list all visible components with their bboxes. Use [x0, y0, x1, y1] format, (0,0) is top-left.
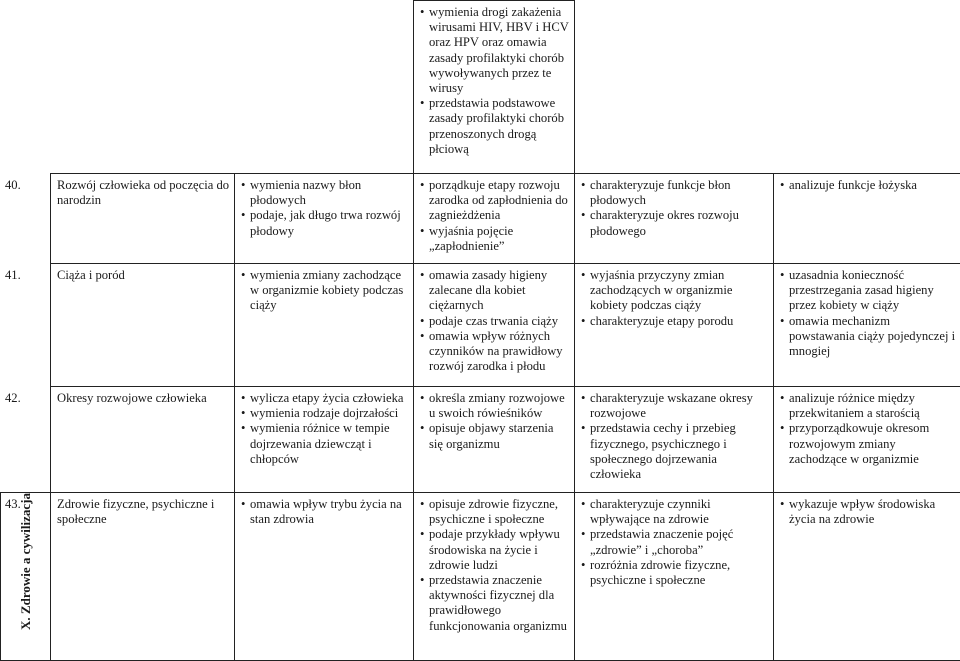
- requirement-item: • podaje przykłady wpływu środowiska na życie i zdrowie ludzi: [420, 527, 570, 573]
- requirement-list: [420, 391, 570, 452]
- requirement-cell: [235, 387, 414, 493]
- requirement-cell: [774, 387, 960, 493]
- requirement-item: • charakteryzuje funkcje błon płodowych: [581, 178, 769, 208]
- requirement-cell: [774, 493, 960, 661]
- requirement-item: • uzasadnia konieczność przestrzegania zasad higieny przez kobiety w ciąży: [780, 268, 956, 314]
- requirement-item: • charakteryzuje etapy porodu: [581, 314, 769, 329]
- requirement-item: • wyjaśnia przyczyny zmian zachodzących w organizmie kobiety podczas ciąży: [581, 268, 769, 314]
- lesson-number: 43.: [5, 497, 21, 511]
- requirement-item: • omawia wpływ różnych czynników na prawidłowy rozwój zarodka i płodu: [420, 329, 570, 375]
- topic-cell: [5, 174, 235, 264]
- requirement-item: • charakteryzuje czynniki wpływające na zdrowie: [581, 497, 769, 527]
- requirement-cell: [575, 493, 774, 661]
- requirement-item: • omawia mechanizm powstawania ciąży pojedynczej i mnogiej: [780, 314, 956, 360]
- requirement-list: [780, 178, 956, 193]
- requirement-item: • przedstawia znaczenie pojęć „zdrowie” i „choroba”: [581, 527, 769, 557]
- requirement-item: • przedstawia cechy i przebieg fizycznego, psychicznego i społecznego dojrzewania człowieka: [581, 421, 769, 482]
- requirement-item: • wylicza etapy życia człowieka: [241, 391, 409, 406]
- table-row: [1, 174, 960, 264]
- top-fragment-list: [420, 5, 570, 157]
- requirement-item: • rozróżnia zdrowie fizyczne, psychiczne i społeczne: [581, 558, 769, 588]
- requirement-cell: [575, 264, 774, 387]
- requirement-cell: [235, 264, 414, 387]
- requirement-item: • przedstawia podstawowe zasady profilaktyki chorób przenoszonych drogą płciową: [420, 96, 570, 157]
- requirement-item: • wymienia drogi zakażenia wirusami HIV, HBV i HCV oraz HPV oraz omawia zasady profilaktyki chorób wywoływanych przez te wirusy: [420, 5, 570, 96]
- requirement-item: • wykazuje wpływ środowiska życia na zdrowie: [780, 497, 956, 527]
- requirement-list: [780, 268, 956, 359]
- requirement-list: [581, 497, 769, 588]
- requirement-item: • opisuje objawy starzenia się organizmu: [420, 421, 570, 451]
- requirement-item: • wymienia rodzaje dojrzałości: [241, 406, 409, 421]
- requirement-list: [780, 391, 956, 467]
- lesson-topic: Ciąża i poród: [57, 268, 125, 282]
- requirement-cell: [414, 264, 575, 387]
- section-label: X. Zdrowie a cywilizacja: [17, 493, 33, 630]
- requirement-list: [241, 391, 409, 467]
- section-cell: [1, 493, 51, 661]
- lesson-number: 42.: [5, 391, 21, 405]
- lesson-topic: Okresy rozwojowe człowieka: [57, 391, 207, 405]
- lesson-topic: Rozwój człowieka od poczęcia do narodzin: [57, 178, 230, 208]
- lesson-topic: Zdrowie fizyczne, psychiczne i społeczne: [57, 497, 215, 527]
- requirement-list: [420, 268, 570, 374]
- requirement-item: • charakteryzuje okres rozwoju płodowego: [581, 208, 769, 238]
- requirement-item: • omawia wpływ trybu życia na stan zdrowia: [241, 497, 409, 527]
- requirement-item: • omawia zasady higieny zalecane dla kobiet ciężarnych: [420, 268, 570, 314]
- requirement-item: • przyporządkowuje okresom rozwojowym zmiany zachodzące w organizmie: [780, 421, 956, 467]
- table-row: [1, 264, 960, 387]
- requirement-item: • wymienia nazwy błon płodowych: [241, 178, 409, 208]
- requirement-item: • analizuje funkcje łożyska: [780, 178, 956, 193]
- topic-cell: [5, 264, 235, 387]
- requirement-item: • wyjaśnia pojęcie „zapłodnienie”: [420, 224, 570, 254]
- lesson-number: 41.: [5, 268, 21, 282]
- requirement-list: [241, 497, 409, 527]
- requirement-list: [581, 178, 769, 239]
- continued-cell: [414, 1, 575, 174]
- requirement-list: [420, 497, 570, 634]
- requirement-item: • określa zmiany rozwojowe u swoich rówieśników: [420, 391, 570, 421]
- requirement-item: • wymienia różnice w tempie dojrzewania dziewcząt i chłopców: [241, 421, 409, 467]
- requirement-item: • wymienia zmiany zachodzące w organizmie kobiety podczas ciąży: [241, 268, 409, 314]
- requirement-list: [780, 497, 956, 527]
- requirement-cell: [414, 493, 575, 661]
- requirement-item: • opisuje zdrowie fizyczne, psychiczne i społeczne: [420, 497, 570, 527]
- requirement-item: • analizuje różnice między przekwitaniem a starością: [780, 391, 956, 421]
- topic-cell: [5, 387, 235, 493]
- requirement-cell: [774, 264, 960, 387]
- requirement-cell: [235, 493, 414, 661]
- requirement-list: [581, 391, 769, 482]
- requirement-cell: [774, 174, 960, 264]
- requirement-cell: [575, 174, 774, 264]
- requirement-cell: [235, 174, 414, 264]
- lesson-number: 40.: [5, 178, 21, 192]
- requirement-cell: [414, 174, 575, 264]
- requirement-item: • podaje, jak długo trwa rozwój płodowy: [241, 208, 409, 238]
- requirement-item: • podaje czas trwania ciąży: [420, 314, 570, 329]
- requirement-cell: [575, 387, 774, 493]
- table-row: [1, 387, 960, 493]
- requirement-list: [241, 268, 409, 314]
- requirement-item: • przedstawia znaczenie aktywności fizycznej dla prawidłowego funkcjonowania organizmu: [420, 573, 570, 634]
- requirement-item: • charakteryzuje wskazane okresy rozwojowe: [581, 391, 769, 421]
- table-row: [1, 1, 960, 174]
- table-row: [1, 493, 960, 661]
- requirement-list: [241, 178, 409, 239]
- requirement-cell: [414, 387, 575, 493]
- requirement-item: • porządkuje etapy rozwoju zarodka od zapłodnienia do zagnieżdżenia: [420, 178, 570, 224]
- requirement-list: [581, 268, 769, 329]
- requirement-list: [420, 178, 570, 254]
